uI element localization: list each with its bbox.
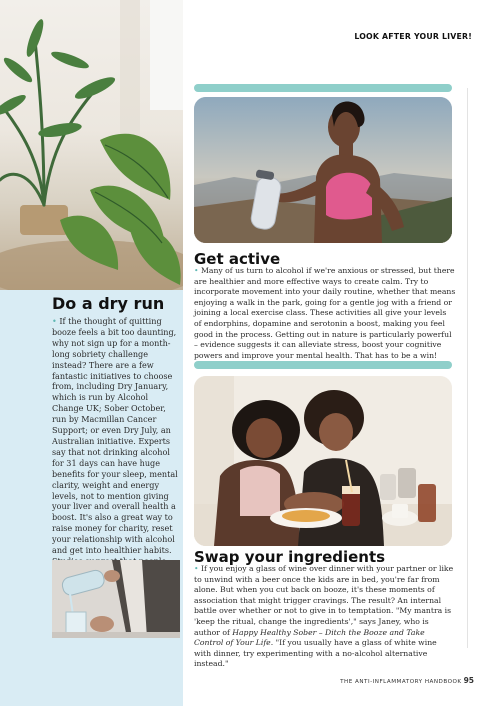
page-number: 95 [463,676,474,685]
book-title: Happy Healthy Sober – Ditch the Booze and Take Control of Your Life [194,627,425,648]
page-footer [340,676,474,685]
dry-run-heading: Do a dry run [52,294,165,313]
get-active-body [194,266,456,361]
running-head: LOOK AFTER YOUR LIVER! [354,32,472,41]
swap-heading: Swap your ingredients [194,548,386,566]
column-divider [467,88,468,648]
houseplant-photo [0,0,183,290]
swap-body [194,564,456,670]
section-bar-top [194,84,452,92]
bullet-icon: • [194,266,199,275]
swap-text-1: If you enjoy a glass of wine over dinner with your partner or like to unwind with a beer once the kids are in bed, you're far from alone. But when you cut back on booze, it's these moments of association that might trigger cravings. The result? An internal battle over whether or not to give in to temptation. "My mantra is 'keep the ritual, change the ingredients'," says Janey, who is author of [194,564,454,637]
water-pouring-photo [52,560,180,638]
footer-book-title: THE ANTI-INFLAMMATORY HANDBOOK [340,679,462,685]
section-bar-middle [194,361,452,369]
get-active-text: Many of us turn to alcohol if we're anxious or stressed, but there are healthier and more effective ways to create calm. Try to incorporate movement into your daily routine, whether that means enjoying a walk in the park, going for a gentle jog with a friend or joining a local exercise class. These activities all give your levels of endorphins, dopamine and serotonin a boost, making you feel good in the process. Getting out in nature is particularly powerful – evidence suggests it can alleviate stress, boost your cognitive powers and improve your mental health. That has to be a win! [194,266,456,360]
swap-text-2: . "If you usually have a glass of white wine with dinner, try experimenting with a no-alcohol alternative instead." [194,638,437,669]
bullet-icon: • [52,316,57,326]
dry-run-text: If the thought of quitting booze feels a bit too daunting, why not sign up for a month-long sobriety challenge instead? There are a few fantastic initiatives to choose from, including Dry January, which is run by Alcohol Change UK; Sober October, run by Macmillan Cancer Support; or even Dry July, an Australian initiative. Experts say that not drinking alcohol for 31 days can have huge benefits for your sleep, mental clarity, weight and energy levels, not to mention giving your liver and overall health a boost. It's also a great way to raise money for charity, reset your relationship with alcohol and get into healthier habits. [52,316,178,556]
woman-running-photo [194,97,452,243]
bullet-icon: • [194,564,199,573]
get-active-heading: Get active [194,250,281,268]
couple-dining-photo [194,376,452,546]
